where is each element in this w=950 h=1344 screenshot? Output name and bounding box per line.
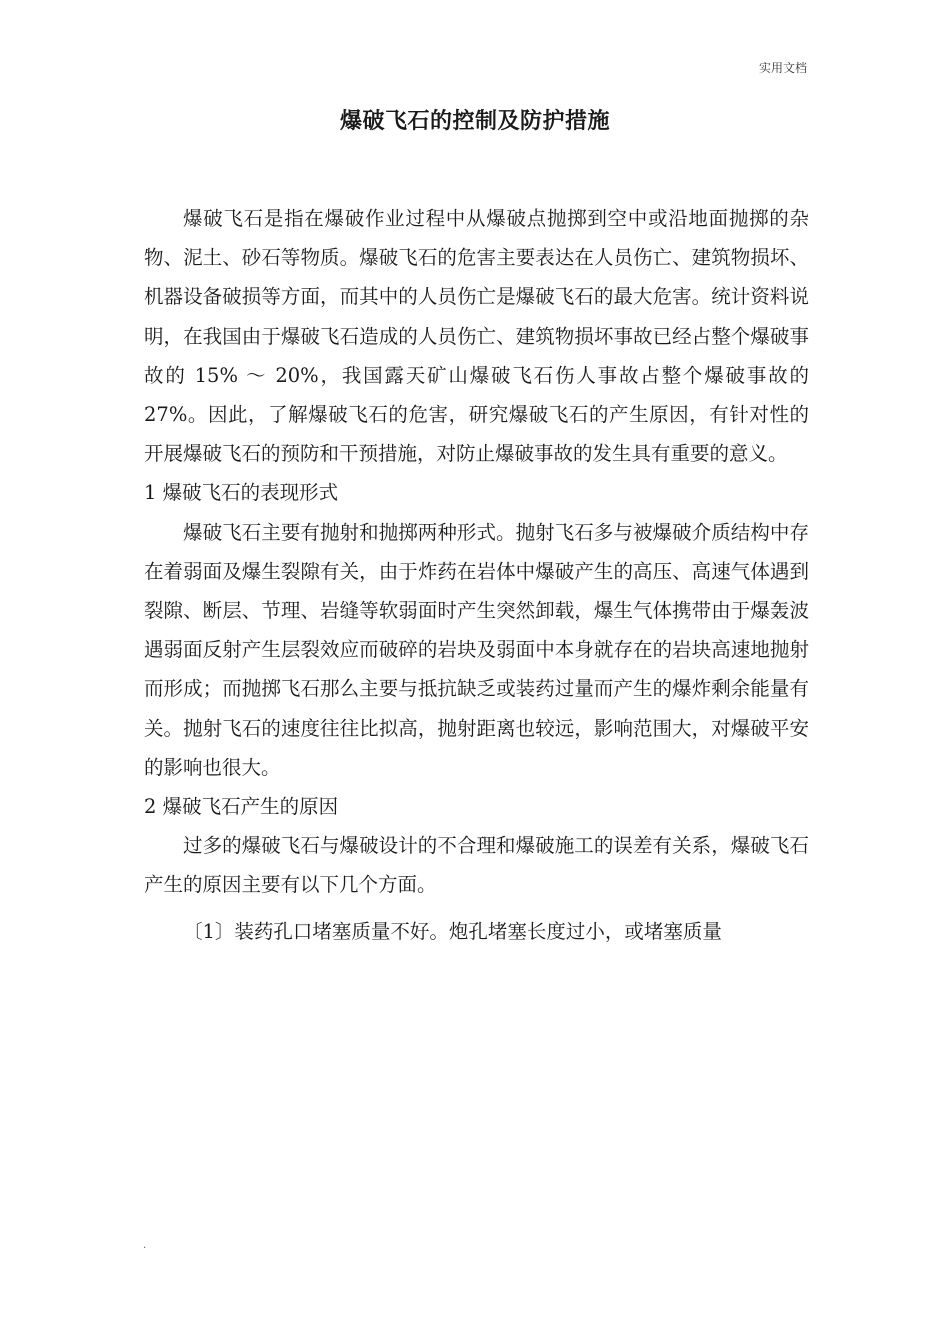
footer-mark: . [143,1240,147,1251]
section-2-heading: 2 爆破飞石产生的原因 [144,795,339,819]
section-2-paragraph: 过多的爆破飞石与爆破设计的不合理和爆破施工的误差有关系，爆破飞石产生的原因主要有以下几个方面。 [144,834,809,897]
section-1-heading: 1 爆破飞石的表现形式 [144,481,339,505]
header-label: 实用文档 [758,61,807,75]
intro-paragraph: 爆破飞石是指在爆破作业过程中从爆破点抛掷到空中或沿地面抛掷的杂物、泥土、砂石等物质。爆破飞石的危害主要表达在人员伤亡、建筑物损坏、机器设备破损等方面，而其中的人员伤亡是爆破飞石的最大危害。统计资料说明，在我国由于爆破飞石造成的人员伤亡、建筑物损坏事故已经占整个爆破事故的 15% ～ 20%，我国露天矿山爆破飞石伤人事故占整个爆破事故的27%。因此，了解爆破飞石的危害，研究爆破飞石的产生原因，有针对性的开展爆破飞石的预防和干预措施，对防止爆破事故的发生具有重要的意义。 [144,207,809,466]
section-2-item-1: 〔1〕装药孔口堵塞质量不好。炮孔堵塞长度过小，或堵塞质量 [183,919,722,943]
section-1-paragraph: 爆破飞石主要有抛射和抛掷两种形式。抛射飞石多与被爆破介质结构中存在着弱面及爆生裂隙有关，由于炸药在岩体中爆破产生的高压、高速气体遇到裂隙、断层、节理、岩缝等软弱面时产生突然卸载，爆生气体携带由于爆轰波遇弱面反射产生层裂效应而破碎的岩块及弱面中本身就存在的岩块高速地抛射而形成；而抛掷飞石那么主要与抵抗缺乏或装药过量而产生的爆炸剩余能量有关。抛射飞石的速度往往比拟高，抛射距离也较远，影响范围大，对爆破平安的影响也很大。 [144,520,809,779]
document-title: 爆破飞石的控制及防护措施 [339,109,610,134]
document-body [144,199,809,951]
